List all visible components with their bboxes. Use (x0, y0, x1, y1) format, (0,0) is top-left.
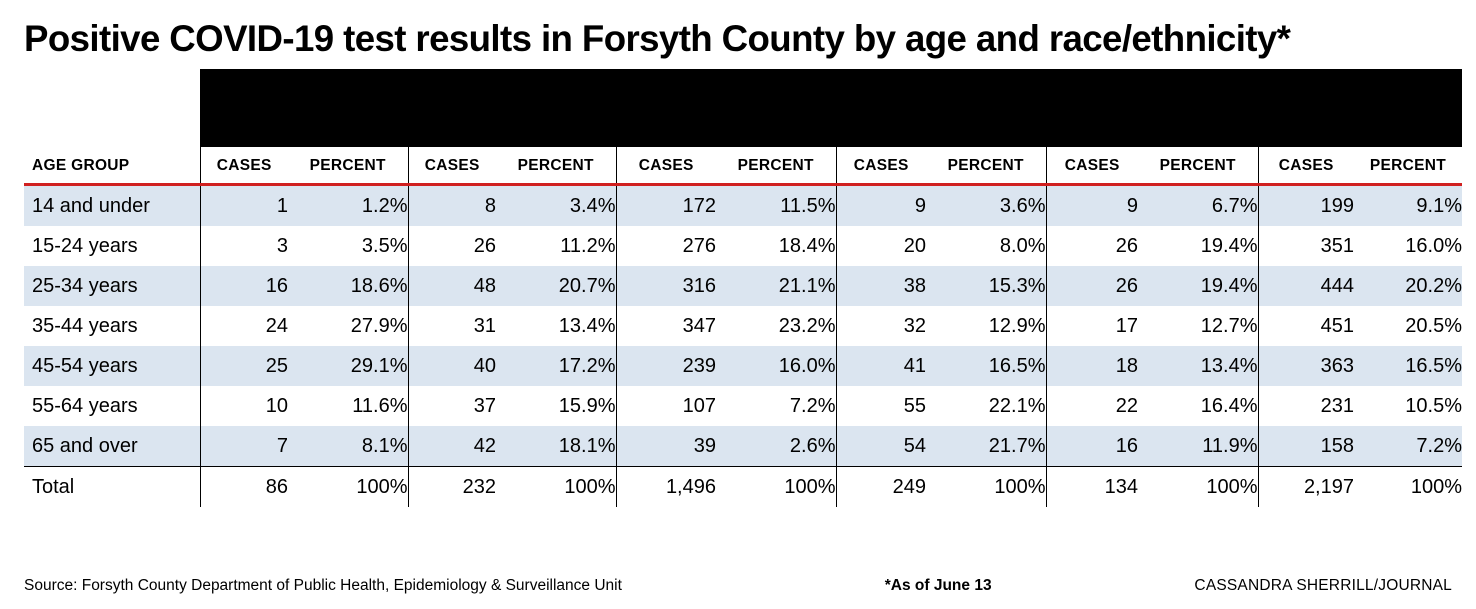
table-row (24, 426, 1462, 467)
cell-cases-3: 239 (616, 346, 716, 386)
cell-percent-6: 20.2% (1354, 266, 1462, 306)
cell-percent-1: 100% (288, 467, 408, 508)
cell-cases-5: 134 (1046, 467, 1138, 508)
cell-percent-5: 19.4% (1200, 234, 1258, 257)
cell-cases-1: 16 (200, 266, 288, 306)
table-row (24, 386, 1462, 426)
source-note: Source: Forsyth County Department of Public Health, Epidemiology & Surveillance Unit (24, 577, 622, 594)
table-row (24, 266, 1462, 306)
row-label: 14 and under (24, 185, 200, 227)
group-header-1 (200, 69, 408, 147)
cell-percent-3: 21.1% (716, 266, 836, 306)
cell-cases-2: 232 (408, 467, 496, 508)
cell-percent-6: 7.2% (1354, 426, 1462, 467)
cell-cases-1: 10 (200, 386, 288, 426)
cell-cases-6: 231 (1258, 386, 1354, 426)
cell-percent-4: 12.9% (988, 314, 1046, 337)
cell-percent-5: 19.4% (1138, 266, 1258, 306)
row-label: 35-44 years (32, 314, 138, 337)
cell-percent-4: 15.3% (926, 266, 1046, 306)
cell-percent-5: 16.4% (1200, 394, 1258, 417)
credit-note: CASSANDRA SHERRILL/JOURNAL (1194, 577, 1452, 594)
cell-percent-4: 8.0% (999, 234, 1046, 257)
cell-cases-4: 9 (836, 185, 926, 227)
cell-percent-6: 10.5% (1405, 394, 1462, 417)
cell-percent-3: 100% (716, 467, 836, 508)
cell-cases-6: 158 (1258, 426, 1354, 467)
cell-cases-3: 347 (616, 306, 716, 346)
column-header-cases-4: CASES (836, 147, 926, 185)
column-header-percent-3: PERCENT (716, 147, 836, 185)
cell-percent-2: 100% (496, 467, 616, 508)
cell-percent-3: 7.2% (789, 394, 836, 417)
cell-percent-2: 17.2% (496, 346, 616, 386)
cell-cases-2: 42 (408, 426, 496, 467)
cell-percent-3: 11.5% (716, 185, 836, 227)
group-header-5 (1046, 69, 1258, 147)
cell-cases-2: 26 (408, 226, 496, 266)
cell-cases-5: 17 (1046, 306, 1138, 346)
cell-cases-2: 31 (408, 306, 496, 346)
cell-percent-6: 16.0% (1405, 234, 1462, 257)
cell-percent-2: 18.1% (496, 426, 616, 467)
cell-cases-3: 316 (616, 266, 716, 306)
cell-cases-1: 86 (200, 467, 288, 508)
cell-percent-5: 12.7% (1200, 314, 1258, 337)
cell-percent-2: 15.9% (558, 394, 616, 417)
group-header-3 (616, 69, 836, 147)
column-header-cases-5: CASES (1046, 147, 1138, 185)
cell-percent-1: 29.1% (288, 346, 408, 386)
cell-cases-4: 38 (836, 266, 926, 306)
column-header-age-group: AGE GROUP (24, 147, 200, 185)
column-header-percent-6: PERCENT (1354, 147, 1462, 185)
cell-percent-3: 18.4% (778, 234, 836, 257)
cell-percent-1: 3.5% (361, 234, 408, 257)
cell-cases-3: 39 (616, 426, 716, 467)
table-body (24, 185, 1462, 508)
cell-cases-6: 451 (1258, 306, 1354, 346)
cell-percent-1: 27.9% (350, 314, 408, 337)
cell-cases-6: 363 (1258, 346, 1354, 386)
cell-percent-6: 20.5% (1405, 314, 1462, 337)
group-header-row (24, 69, 1462, 147)
cell-percent-4: 21.7% (926, 426, 1046, 467)
column-header-cases-2: CASES (408, 147, 496, 185)
cell-cases-3: 1,496 (616, 467, 716, 508)
cell-cases-5: 22 (1046, 386, 1138, 426)
cell-cases-6: 199 (1258, 185, 1354, 227)
cell-cases-3: 276 (616, 226, 716, 266)
column-header-row (24, 147, 1462, 185)
cell-cases-2: 40 (408, 346, 496, 386)
cell-cases-5: 18 (1046, 346, 1138, 386)
cell-cases-5: 26 (1046, 266, 1138, 306)
cell-cases-6: 2,197 (1258, 467, 1354, 508)
table-row-total (24, 467, 1462, 508)
cell-percent-4: 3.6% (926, 185, 1046, 227)
column-header-cases-1: CASES (200, 147, 288, 185)
row-label: 55-64 years (32, 394, 138, 417)
column-header-cases-3: CASES (616, 147, 716, 185)
column-header-percent-2: PERCENT (496, 147, 616, 185)
cell-percent-4: 22.1% (988, 394, 1046, 417)
cell-cases-4: 20 (836, 226, 926, 266)
page-title: Positive COVID-19 test results in Forsyth County by age and race/ethnicity* (24, 18, 1291, 59)
column-header-cases-6: CASES (1258, 147, 1354, 185)
cell-cases-2: 37 (408, 386, 496, 426)
cell-percent-1: 8.1% (288, 426, 408, 467)
cell-cases-4: 41 (836, 346, 926, 386)
row-label: 15-24 years (32, 234, 138, 257)
row-label: Total (24, 467, 200, 508)
cell-cases-6: 444 (1258, 266, 1354, 306)
cell-percent-2: 20.7% (496, 266, 616, 306)
cell-cases-1: 25 (200, 346, 288, 386)
cell-percent-1: 18.6% (288, 266, 408, 306)
cell-percent-3: 23.2% (778, 314, 836, 337)
cell-cases-4: 55 (836, 386, 926, 426)
table-row (24, 346, 1462, 386)
cell-percent-2: 3.4% (496, 185, 616, 227)
cell-percent-1: 1.2% (288, 185, 408, 227)
cell-cases-5: 26 (1046, 226, 1138, 266)
cell-cases-4: 32 (836, 306, 926, 346)
column-header-percent-1: PERCENT (288, 147, 408, 185)
cell-cases-1: 1 (200, 185, 288, 227)
cell-cases-3: 107 (616, 386, 716, 426)
group-header-4 (836, 69, 1046, 147)
cell-percent-3: 16.0% (716, 346, 836, 386)
cell-percent-6: 100% (1354, 467, 1462, 508)
cell-cases-2: 48 (408, 266, 496, 306)
footer (24, 577, 1452, 595)
cell-cases-6: 351 (1258, 226, 1354, 266)
cell-percent-6: 9.1% (1354, 185, 1462, 227)
cell-cases-5: 16 (1046, 426, 1138, 467)
cell-cases-5: 9 (1046, 185, 1138, 227)
cell-cases-3: 172 (616, 185, 716, 227)
column-header-percent-4: PERCENT (926, 147, 1046, 185)
table-row (24, 185, 1462, 227)
row-label: 65 and over (24, 426, 200, 467)
cell-cases-4: 54 (836, 426, 926, 467)
data-table (24, 69, 1462, 507)
row-label: 25-34 years (24, 266, 200, 306)
cell-percent-5: 100% (1138, 467, 1258, 508)
cell-percent-5: 11.9% (1138, 426, 1258, 467)
table-row (24, 226, 1462, 266)
cell-percent-5: 6.7% (1138, 185, 1258, 227)
cell-cases-4: 249 (836, 467, 926, 508)
cell-cases-1: 24 (200, 306, 288, 346)
row-label: 45-54 years (24, 346, 200, 386)
cell-percent-6: 16.5% (1354, 346, 1462, 386)
group-header-spacer (24, 69, 200, 147)
cell-cases-2: 8 (408, 185, 496, 227)
group-header-6 (1258, 69, 1462, 147)
group-header-2 (408, 69, 616, 147)
cell-percent-1: 11.6% (352, 394, 408, 417)
cell-percent-5: 13.4% (1138, 346, 1258, 386)
table-row (24, 306, 1462, 346)
cell-cases-1: 3 (200, 226, 288, 266)
cell-percent-3: 2.6% (716, 426, 836, 467)
cell-percent-2: 11.2% (560, 234, 616, 257)
as-of-note: *As of June 13 (884, 577, 992, 594)
cell-percent-4: 100% (926, 467, 1046, 508)
table-head (24, 69, 1462, 185)
cell-percent-4: 16.5% (926, 346, 1046, 386)
cell-percent-2: 13.4% (558, 314, 616, 337)
cell-cases-1: 7 (200, 426, 288, 467)
column-header-percent-5: PERCENT (1138, 147, 1258, 185)
